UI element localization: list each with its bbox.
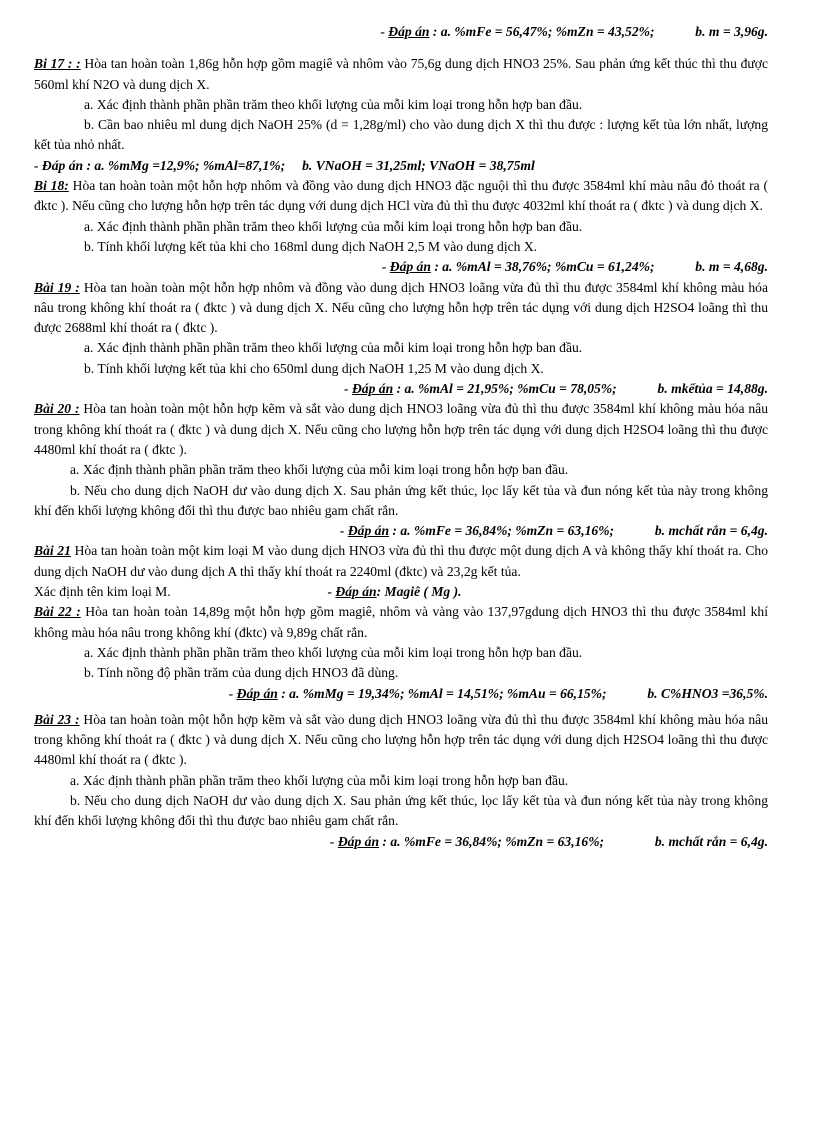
part-a: a. Xác định thành phần phần trăm theo khối lượng của mỗi kim loại trong hỗn hợp ban đầu.	[84, 644, 583, 660]
problem-17	[34, 54, 768, 176]
part-b: b. Nếu cho dung dịch NaOH dư vào dung dịch X. Sau phản ứng kết thúc, lọc lấy kết tủa và đun nóng kết tủa này trong không khí đến khối lượng không đổi thì thu được bao nhiêu gam chất rắn.	[34, 482, 768, 518]
answer-label: Đáp án	[337, 833, 380, 849]
answer-part-a: : a. %mFe = 36,84%; %mZn = 63,16%;	[382, 833, 605, 849]
answer: - Đáp án : a. %mFe = 36,84%; %mZn = 63,16%; b. mchất rắn = 6,4g.	[329, 833, 768, 849]
problem-title: Bài 22 :	[34, 604, 81, 620]
problem-19	[34, 278, 768, 400]
problem-23	[34, 710, 768, 852]
answer	[34, 156, 768, 176]
part-a: a. Xác định thành phần phần trăm theo khối lượng của mỗi kim loại trong hỗn hợp ban đầu.	[84, 340, 583, 356]
problem-title: Bài 20 :	[34, 401, 80, 417]
answer-part-b: b. mkếtủa = 14,88g.	[657, 381, 768, 397]
part-a: a. Xác định thành phần phần trăm theo khối lượng của mỗi kim loại trong hỗn hợp ban đầu.	[70, 772, 569, 788]
problem-20	[34, 399, 768, 541]
answer-label: Đáp án	[236, 685, 278, 701]
answer-label: Đáp án	[351, 381, 394, 397]
answer-label: Đáp án	[389, 259, 431, 275]
answer-part-a: : a. %mFe = 36,84%; %mZn = 63,16%;	[392, 523, 615, 539]
problem-title: Bài 23 :	[34, 711, 80, 727]
answer-part-b: b. mchất rắn = 6,4g.	[654, 523, 768, 539]
answer: - Đáp án: Magiê ( Mg ).	[327, 584, 462, 600]
problem-text: Hòa tan hoàn toàn 1,86g hỗn hợp gồm magiê và nhôm vào 75,6g dung dịch HNO3 25%. Sau phản ứng kết thúc thì thu được 560ml khí N2O và dung dịch X.	[34, 56, 768, 92]
problem-title: Bài 19 :	[34, 279, 80, 295]
problem-22	[34, 602, 768, 703]
answer-part-b: b. VNaOH = 31,25ml; VNaOH = 38,75ml	[302, 157, 535, 173]
part-a: a. Xác định thành phần phần trăm theo khối lượng của mỗi kim loại trong hỗn hợp ban đầu.	[70, 462, 569, 478]
problem-text: Hòa tan hoàn toàn một hỗn hợp nhôm và đồng vào dung dịch HNO3 loãng vừa đủ thì thu được 3584ml khí không màu hóa nâu trong không khí thoát ra ( đktc ) và dung dịch X. Nếu cũng cho lượng hỗn hợp trên tác dụng với dung dịch H2SO4 loãng thì thu được 2688ml khí thoát ra ( đktc ).	[34, 279, 768, 336]
problem-text: Hòa tan hoàn toàn 14,89g một hỗn hợp gồm magiê, nhôm và vàng vào 137,97gdung dịch HNO3 thì thu được 3584ml khí không màu hóa nâu trong không khí (đktc) và 9,89g chất rắn.	[34, 604, 768, 640]
tail-text: Xác định tên kim loại M.	[34, 584, 171, 600]
answer-part-b: b. C%HNO3 =36,5%.	[647, 685, 768, 701]
top-answer: - Đáp án : a. %mFe = 56,47%; %mZn = 43,52%; b. m = 3,96g.	[380, 24, 768, 39]
problem-text: Hòa tan hoàn toàn một hỗn hợp kẽm và sắt vào dung dịch HNO3 loãng vừa đủ thì thu được 3584ml khí không màu hóa nâu trong không khí thoát ra ( đktc ) và dung dịch X. Nếu cũng cho lượng hỗn hợp trên tác dụng với dung dịch H2SO4 loãng thì thu được 4480ml khí thoát ra ( đktc ).	[34, 401, 768, 457]
problem-title: Bi 17 : :	[34, 56, 81, 72]
answer-part-a: - Đáp án : a. %mMg =12,9%; %mAl=87,1%;	[34, 157, 286, 173]
document-page	[34, 22, 768, 852]
problem-tail	[34, 582, 768, 602]
problem-text: Hòa tan hoàn toàn một hỗn hợp kẽm và sắt vào dung dịch HNO3 loãng vừa đủ thì thu được 3584ml khí không màu hóa nâu trong không khí thoát ra ( đktc ) và dung dịch X. Nếu cũng cho lượng hỗn hợp trên tác dụng với dung dịch H2SO4 loãng thì thu được 4480ml khí thoát ra ( đktc ).	[34, 711, 768, 768]
answer: - Đáp án : a. %mAl = 21,95%; %mCu = 78,05%; b. mkếtủa = 14,88g.	[344, 381, 768, 397]
part-b: b. Cần bao nhiêu ml dung dịch NaOH 25% (d = 1,28g/ml) cho vào dung dịch X thì thu được : lượng kết tủa lớn nhất, lượng kết tủa nhỏ nhất.	[34, 117, 768, 153]
answer-part-a: : a. %mAl = 21,95%; %mCu = 78,05%;	[396, 381, 617, 397]
part-b: b. Nếu cho dung dịch NaOH dư vào dung dịch X. Sau phản ứng kết thúc, lọc lấy kết tủa và đun nóng kết tủa này trong không khí đến khối lượng không đổi thì thu được bao nhiêu gam chất rắn.	[34, 792, 768, 829]
part-b: b. Tính nồng độ phần trăm của dung dịch HNO3 đã dùng.	[84, 665, 399, 681]
answer-part-a: : a. %mMg = 19,34%; %mAl = 14,51%; %mAu = 66,15%;	[281, 685, 607, 701]
answer: - Đáp án : a. %mFe = 36,84%; %mZn = 63,16%; b. mchất rắn = 6,4g.	[339, 523, 768, 539]
part-a: a. Xác định thành phần phần trăm theo khối lượng của mỗi kim loại trong hỗn hợp ban đầu.	[84, 218, 583, 234]
answer-part-b: b. m = 3,96g.	[695, 24, 768, 39]
problem-18	[34, 176, 768, 277]
answer-part-b: b. m = 4,68g.	[695, 259, 768, 275]
answer-label: Đáp án	[347, 523, 390, 539]
answer-part-a: : a. %mAl = 38,76%; %mCu = 61,24%;	[434, 259, 655, 275]
answer-part-b: b. mchất rắn = 6,4g.	[654, 833, 768, 849]
answer-label: Đáp án	[335, 584, 377, 600]
problem-text: Hòa tan hoàn toàn một hỗn hợp nhôm và đồng vào dung dịch HNO3 đặc nguội thì thu được 3584ml khí màu nâu đỏ thoát ra ( đktc ). Nếu cũng cho lượng hỗn hợp trên tác dụng với dung dịch HCl vừa đủ thì thu được 4032ml khí thoát ra ( đktc ) và dung dịch X.	[34, 178, 768, 214]
problem-21	[34, 541, 768, 602]
answer: - Đáp án : a. %mMg = 19,34%; %mAl = 14,51%; %mAu = 66,15%; b. C%HNO3 =36,5%.	[228, 685, 768, 701]
part-b: b. Tính khối lượng kết tủa khi cho 168ml dung dịch NaOH 2,5 M vào dung dịch X.	[84, 238, 538, 254]
problem-title: Bài 21	[34, 543, 71, 559]
problem-title: Bi 18:	[34, 178, 69, 194]
problem-text: Hòa tan hoàn toàn một kim loại M vào dung dịch HNO3 vừa đủ thì thu được một dung dịch A và không thấy khí thoát ra. Cho dung dịch NaOH dư vào dung dịch A thì thấy khí thoát ra 2240ml (đktc) và 23,2g kết tủa.	[34, 543, 769, 579]
answer: - Đáp án : a. %mAl = 38,76%; %mCu = 61,24%; b. m = 4,68g.	[381, 259, 768, 275]
answer-part-a: : Magiê ( Mg ).	[376, 584, 462, 600]
answer-label: Đáp án	[388, 24, 430, 39]
part-b: b. Tính khối lượng kết tủa khi cho 650ml dung dịch NaOH 1,25 M vào dung dịch X.	[84, 360, 544, 376]
part-a: a. Xác định thành phần phần trăm theo khối lượng của mỗi kim loại trong hỗn hợp ban đầu.	[84, 96, 583, 112]
answer-part-a: : a. %mFe = 56,47%; %mZn = 43,52%;	[432, 24, 655, 39]
